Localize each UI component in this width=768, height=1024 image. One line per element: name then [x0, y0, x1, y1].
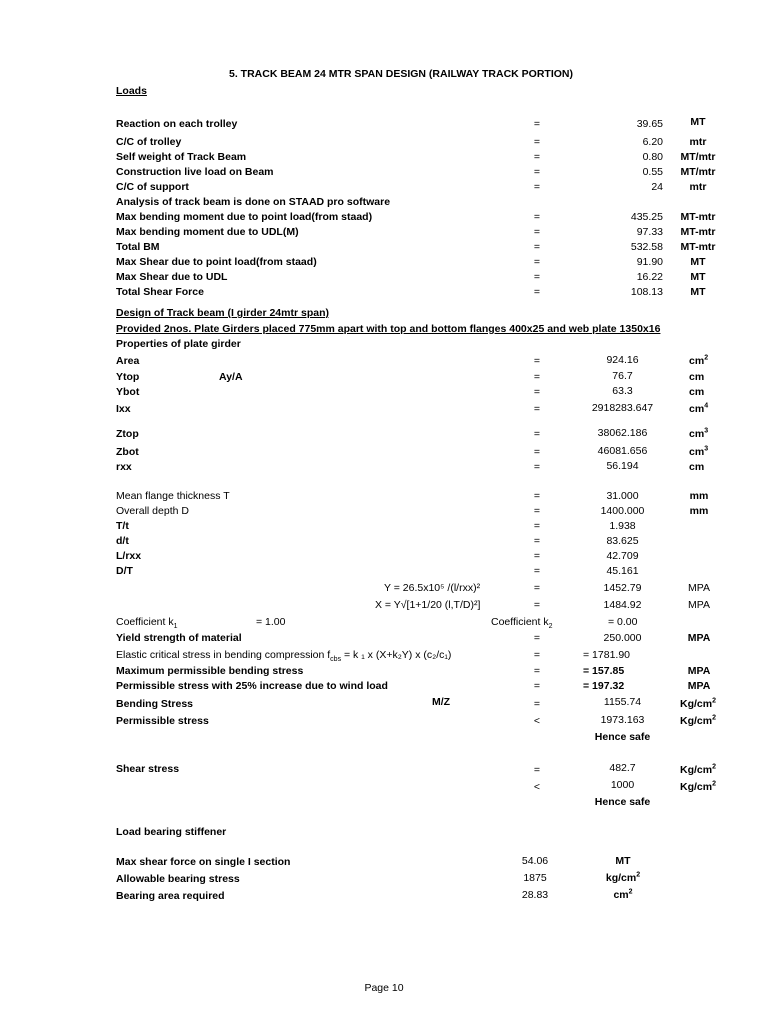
equals-sign: =	[533, 371, 541, 383]
geometry-label: T/t	[116, 520, 129, 532]
property-unit: $cm^3$	[689, 427, 709, 440]
stiffener-value: 28.83	[521, 889, 549, 901]
stiffener-value: 1875	[523, 872, 547, 884]
equals-sign: =	[533, 461, 541, 473]
k2-value: = 0.00	[608, 616, 638, 628]
property-label: Ytop	[116, 371, 140, 383]
property-value: 2918283.647	[591, 402, 654, 414]
load-value: 108.13	[630, 286, 663, 298]
y-unit: MPA	[688, 582, 710, 594]
property-label: Area	[116, 355, 140, 367]
equals-sign: =	[533, 550, 541, 562]
hence-safe-shear: Hence safe	[594, 796, 651, 808]
property-unit: $cm^2$	[689, 354, 709, 367]
permissible-stress-unit: $Kg/cm^2$	[680, 714, 716, 727]
less-than-sign: <	[533, 715, 541, 727]
bending-stress-label: Bending Stress	[116, 698, 194, 710]
load-value: 97.33	[636, 226, 663, 238]
wind-label: Permissible stress with 25% increase due to wind load	[116, 680, 388, 692]
stiffener-label: Allowable bearing stress	[116, 873, 240, 885]
load-unit: MT	[690, 256, 706, 268]
x-unit: MPA	[688, 599, 710, 611]
load-unit: MT/mtr	[680, 166, 716, 178]
max-permissible-unit: MPA	[687, 665, 711, 677]
equals-sign: =	[533, 565, 541, 577]
property-unit: $cm^4$	[689, 402, 709, 415]
equals-sign: =	[533, 181, 541, 193]
equals-sign: =	[533, 386, 541, 398]
load-label: Construction live load on Beam	[116, 166, 274, 178]
k1-value: = 1.00	[256, 616, 286, 628]
load-unit: MT-mtr	[680, 241, 716, 253]
page-title: 5. TRACK BEAM 24 MTR SPAN DESIGN (RAILWAY TRACK PORTION)	[229, 68, 573, 80]
geometry-value: 31.000	[606, 490, 639, 502]
load-label: Max bending moment due to point load(from staad)	[116, 211, 373, 223]
property-value: 63.3	[612, 385, 633, 397]
geometry-label: Mean flange thickness T	[116, 490, 230, 502]
property-unit: cm	[689, 386, 705, 398]
equals-sign: =	[533, 698, 541, 710]
load-label: Max Shear due to point load(from staad)	[116, 256, 317, 268]
equals-sign: =	[533, 520, 541, 532]
equals-sign: =	[533, 256, 541, 268]
yield-value: 250.000	[603, 632, 642, 644]
stiffener-label: Max shear force on single I section	[116, 856, 291, 868]
property-value: 46081.656	[597, 445, 648, 457]
y-formula: Y = 26.5x10⁵ /(l/rxx)²	[384, 582, 481, 594]
load-label: Self weight of Track Beam	[116, 151, 247, 163]
elastic-label: Elastic critical stress in bending compression $f_{cbs} = k$ ₁ x (X+k₂Y) x (c₂/c₁)	[116, 649, 452, 664]
geometry-value: 83.625	[606, 535, 639, 547]
wind-value: = 197.32	[583, 680, 625, 692]
equals-sign: =	[533, 118, 541, 130]
x-value: 1484.92	[603, 599, 642, 611]
bending-stress-value: 1155.74	[603, 696, 642, 708]
shear-stress-value: 482.7	[609, 762, 636, 774]
equals-sign: =	[533, 632, 541, 644]
wind-unit: MPA	[687, 680, 711, 692]
hence-safe-bending: Hence safe	[594, 731, 651, 743]
bending-note: M/Z	[432, 696, 451, 708]
stiffener-heading: Load bearing stiffener	[116, 826, 227, 838]
load-label: Total Shear Force	[116, 286, 204, 298]
permissible-stress-value: 1973.163	[600, 714, 645, 726]
less-than-sign: <	[533, 781, 541, 793]
shear-allowable-value: 1000	[610, 779, 635, 791]
equals-sign: =	[533, 428, 541, 440]
equals-sign: =	[533, 490, 541, 502]
stiffener-value: 54.06	[521, 855, 549, 867]
load-value: 6.20	[642, 136, 663, 148]
equals-sign: =	[533, 403, 541, 415]
design-heading: Design of Track beam (I girder 24mtr span)	[116, 307, 329, 319]
equals-sign: =	[533, 582, 541, 594]
equals-sign: =	[533, 680, 541, 692]
load-value: 91.90	[636, 256, 663, 268]
equals-sign: =	[533, 271, 541, 283]
yield-unit: MPA	[687, 632, 711, 644]
equals-sign: =	[533, 764, 541, 776]
equals-sign: =	[533, 166, 541, 178]
load-label: C/C of trolley	[116, 136, 182, 148]
geometry-unit: mm	[689, 490, 709, 502]
y-value: 1452.79	[603, 582, 642, 594]
load-value: 16.22	[636, 271, 663, 283]
equals-sign: =	[533, 446, 541, 458]
property-note: Ay/A	[219, 371, 243, 383]
load-unit: MT-mtr	[680, 211, 716, 223]
load-label: Max bending moment due to UDL(M)	[116, 226, 299, 238]
equals-sign: =	[533, 599, 541, 611]
properties-heading: Properties of plate girder	[116, 338, 241, 350]
shear-stress-label: Shear stress	[116, 763, 180, 775]
load-label: C/C of support	[116, 181, 189, 193]
property-unit: cm	[689, 371, 705, 383]
shear-stress-unit: $Kg/cm^2$	[680, 763, 716, 776]
geometry-value: 1.938	[609, 520, 636, 532]
load-unit: mtr	[689, 181, 707, 193]
load-unit: MT	[690, 271, 706, 283]
load-unit: mtr	[689, 136, 707, 148]
load-unit: MT-mtr	[680, 226, 716, 238]
property-label: Ybot	[116, 386, 140, 398]
equals-sign: =	[533, 535, 541, 547]
property-unit: $cm^3$	[689, 445, 709, 458]
load-unit: MT	[690, 116, 706, 128]
load-unit: MT/mtr	[680, 151, 716, 163]
stiffener-unit: MT	[615, 855, 631, 867]
elastic-value: = 1781.90	[583, 649, 631, 661]
permissible-stress-label: Permissible stress	[116, 715, 209, 727]
stiffener-unit: $kg/cm^2$	[605, 871, 641, 884]
page-number: Page 10	[364, 982, 404, 994]
load-label: Total BM	[116, 241, 160, 253]
geometry-unit: mm	[689, 505, 709, 517]
property-label: Ixx	[116, 403, 131, 415]
equals-sign: =	[533, 665, 541, 677]
load-value: 0.80	[642, 151, 663, 163]
equals-sign: =	[533, 241, 541, 253]
k1-label: Coefficient $k_1$	[116, 616, 178, 631]
equals-sign: =	[533, 505, 541, 517]
max-permissible-value: = 157.85	[583, 665, 625, 677]
load-value: 0.55	[642, 166, 663, 178]
max-permissible-label: Maximum permissible bending stress	[116, 665, 304, 677]
property-value: 38062.186	[597, 427, 648, 439]
load-value: 532.58	[630, 241, 663, 253]
property-label: Zbot	[116, 446, 139, 458]
geometry-label: d/t	[116, 535, 129, 547]
bending-stress-unit: $Kg/cm^2$	[680, 697, 716, 710]
equals-sign: =	[533, 649, 541, 661]
stiffener-unit: $cm^2$	[613, 888, 633, 901]
property-label: Ztop	[116, 428, 139, 440]
stiffener-label: Bearing area required	[116, 890, 225, 902]
geometry-value: 45.161	[606, 565, 639, 577]
property-value: 56.194	[606, 460, 639, 472]
property-value: 76.7	[612, 370, 633, 382]
yield-label: Yield strength of material	[116, 632, 242, 644]
property-value: 924.16	[606, 354, 639, 366]
load-unit: MT	[690, 286, 706, 298]
equals-sign: =	[533, 211, 541, 223]
load-value: 435.25	[630, 211, 663, 223]
geometry-label: D/T	[116, 565, 133, 577]
x-formula: X = Y√[1+1/20 (l,T/D)²]	[375, 599, 481, 611]
load-value: 39.65	[636, 118, 663, 130]
equals-sign: =	[533, 286, 541, 298]
geometry-label: L/rxx	[116, 550, 142, 562]
property-unit: cm	[689, 461, 705, 473]
load-value: 24	[651, 181, 663, 193]
property-label: rxx	[116, 461, 132, 473]
provided-text: Provided 2nos. Plate Girders placed 775mm apart with top and bottom flanges 400x25 and web plate 1350x16	[116, 323, 661, 335]
equals-sign: =	[533, 355, 541, 367]
equals-sign: =	[533, 226, 541, 238]
loads-heading: Loads	[116, 85, 147, 97]
geometry-value: 1400.000	[600, 505, 645, 517]
geometry-label: Overall depth D	[116, 505, 189, 517]
shear-allowable-unit: $Kg/cm^2$	[680, 780, 716, 793]
k2-label: Coefficient $k_2$	[491, 616, 553, 631]
geometry-value: 42.709	[606, 550, 639, 562]
load-label: Analysis of track beam is done on STAAD pro software	[116, 196, 391, 208]
load-label: Max Shear due to UDL	[116, 271, 228, 283]
equals-sign: =	[533, 151, 541, 163]
equals-sign: =	[533, 136, 541, 148]
load-label: Reaction on each trolley	[116, 118, 238, 130]
